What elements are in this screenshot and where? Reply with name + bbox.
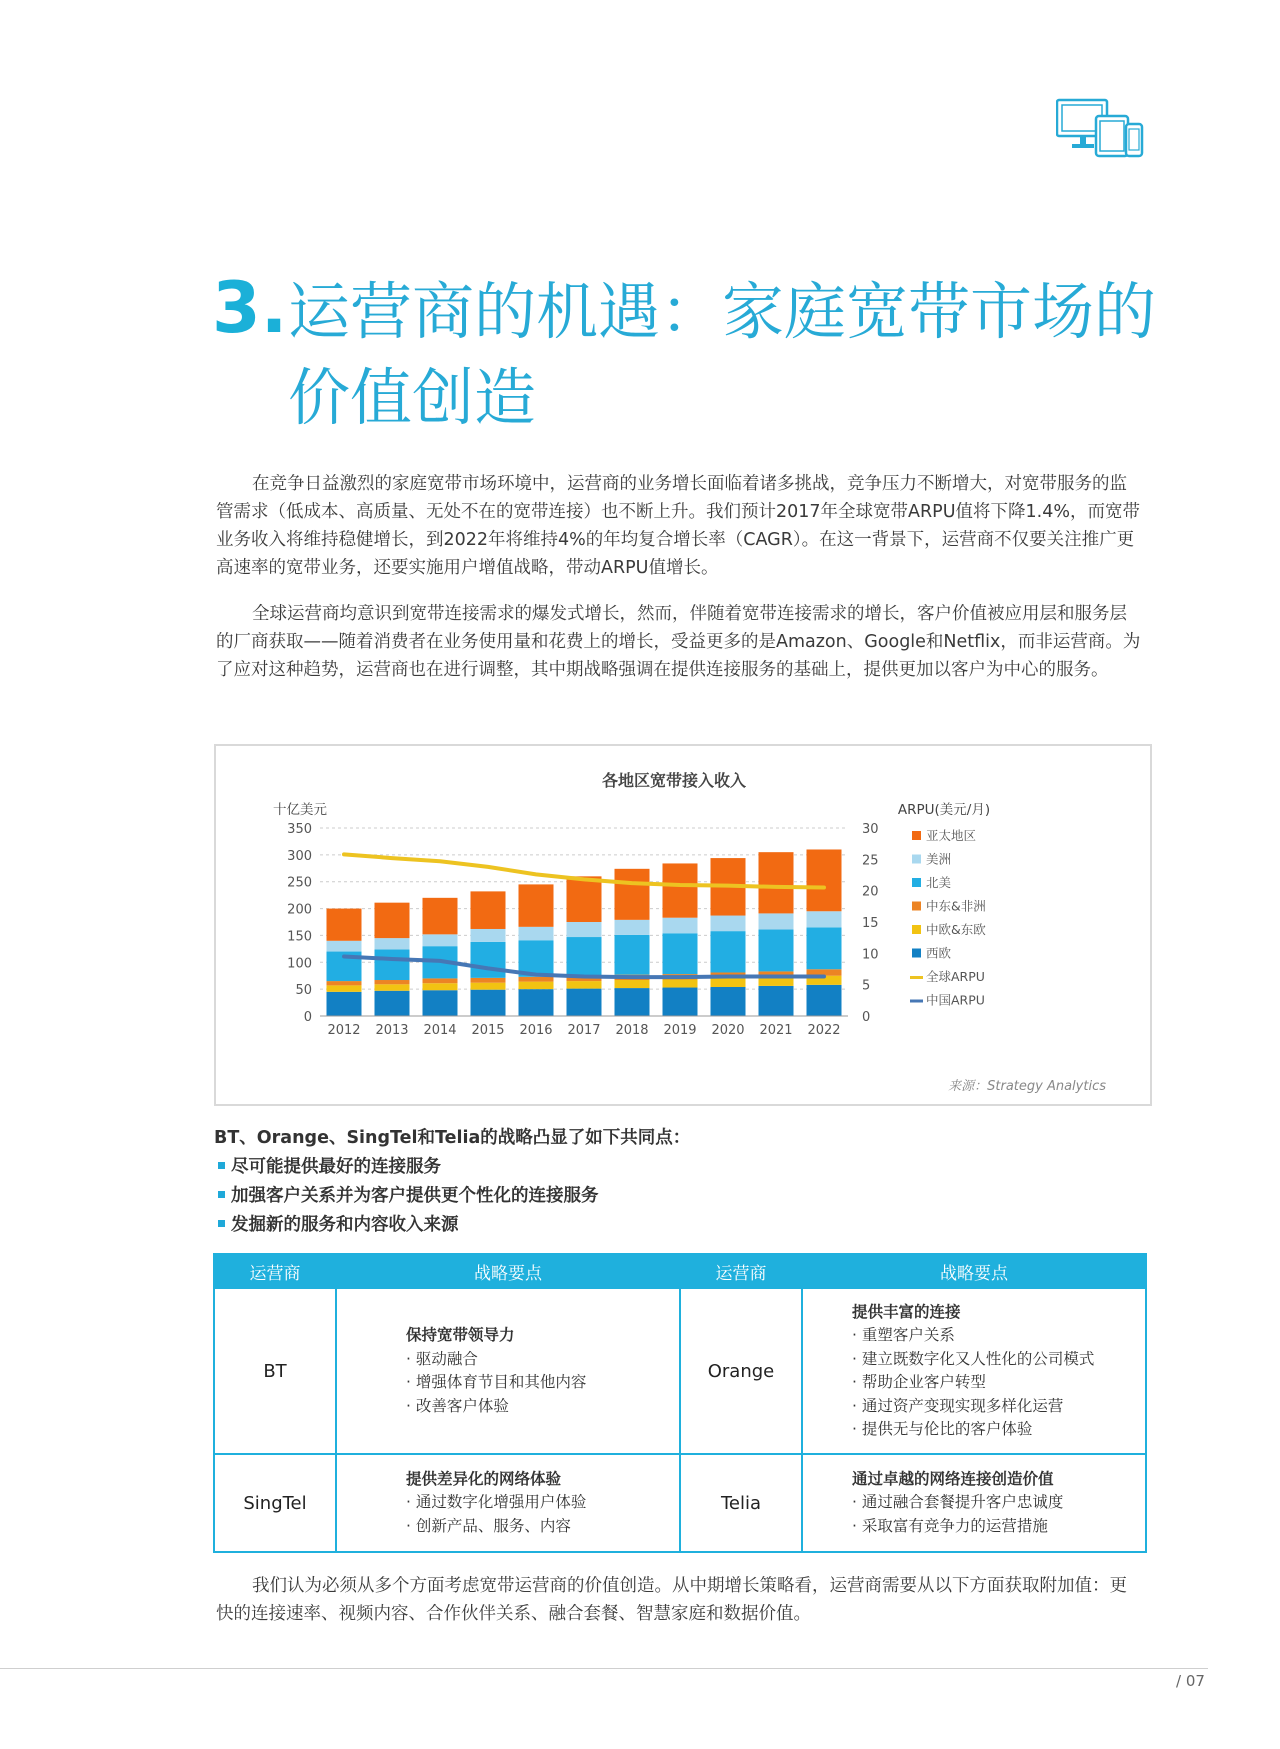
bar-segment — [711, 916, 746, 932]
legend-label: 北美 — [926, 875, 952, 890]
bar-segment — [711, 987, 746, 1016]
legend-line — [910, 1000, 923, 1003]
x-tick-label: 2019 — [663, 1023, 697, 1038]
title-line-1: 运营商的机遇：家庭宽带市场的 — [288, 275, 1157, 348]
legend-swatch — [912, 949, 921, 958]
bar-segment — [471, 990, 506, 1016]
right-tick-label: 0 — [862, 1010, 871, 1025]
right-tick-label: 15 — [862, 916, 879, 931]
bar-segment — [423, 934, 458, 946]
page-number: / 07 — [1176, 1672, 1205, 1690]
bar-segment — [711, 978, 746, 987]
left-tick-label: 100 — [287, 956, 312, 972]
chart-title: 各地区宽带接入收入 — [601, 771, 747, 790]
bar-segment — [759, 977, 794, 986]
common-points — [214, 1124, 1114, 1240]
bar-segment — [567, 876, 602, 922]
strategy-title: 通过卓越的网络连接创造价值 — [852, 1469, 1054, 1488]
strategy-point: · 改善客户体验 — [406, 1396, 509, 1415]
strategy-cell — [336, 1454, 680, 1552]
table-row — [214, 1288, 1146, 1454]
bar-segment — [615, 980, 650, 988]
right-tick-label: 25 — [862, 853, 879, 869]
bar-segment — [807, 911, 842, 927]
left-tick-label: 200 — [287, 902, 312, 918]
bullet-icon — [218, 1220, 225, 1227]
footer-divider — [0, 1668, 1208, 1669]
bar-segment — [423, 978, 458, 983]
strategy-title: 提供差异化的网络体验 — [406, 1469, 562, 1488]
bar-segment — [615, 935, 650, 975]
bar-segment — [759, 930, 794, 972]
bar-segment — [423, 898, 458, 935]
strategy-point: · 驱动融合 — [406, 1349, 478, 1368]
section-number: 3. — [212, 267, 288, 349]
legend-label: 亚太地区 — [926, 828, 977, 843]
header-strategy: 战略要点 — [802, 1254, 1146, 1288]
bar-segment — [471, 983, 506, 990]
strategy-cell — [802, 1454, 1146, 1552]
header-strategy: 战略要点 — [336, 1254, 680, 1288]
strategy-point: · 通过融合套餐提升客户忠诚度 — [852, 1493, 1064, 1512]
right-tick-label: 30 — [862, 822, 879, 837]
bar-segment — [663, 863, 698, 917]
legend-swatch — [912, 878, 921, 887]
legend-line — [910, 976, 923, 979]
bar-segment — [471, 978, 506, 983]
legend-swatch — [912, 902, 921, 911]
x-tick-label: 2020 — [711, 1023, 745, 1038]
bar-segment — [375, 949, 410, 980]
left-axis-label: 十亿美元 — [273, 802, 327, 818]
strategy-cell — [336, 1288, 680, 1454]
bar-segment — [663, 918, 698, 934]
strategy-point: · 帮助企业客户转型 — [852, 1373, 986, 1391]
bar-segment — [375, 980, 410, 984]
left-tick-label: 250 — [287, 875, 312, 891]
left-tick-label: 150 — [287, 929, 312, 945]
bar-segment — [327, 985, 362, 991]
bar-segment — [711, 931, 746, 972]
legend-label: 西欧 — [926, 945, 952, 961]
bar-segment — [759, 852, 794, 913]
bar-segment — [519, 982, 554, 990]
bar-segment — [807, 849, 842, 911]
bar-segment — [375, 903, 410, 938]
paragraph-1: 在竞争日益激烈的家庭宽带市场环境中，运营商的业务增长面临着诸多挑战，竞争压力不断增大，对宽带服务的监管需求（低成本、高质量、无处不在的宽带连接）也不断上升。我们预计2017年全球宽带ARPU值将下降1.4%，而宽带业务收入将维持稳健增长，到2022年将维持4%的年均复合增长率（CAGR）。在这一背景下，运营商不仅要关注推广更高速率的宽带业务，还要实施用户增值战略，带动ARPU值增长。 — [216, 474, 1140, 578]
legend-swatch — [912, 925, 921, 934]
x-tick-label: 2013 — [375, 1023, 409, 1038]
strategy-point: · 增强体育节目和其他内容 — [406, 1373, 587, 1391]
bullet-icon — [218, 1191, 225, 1198]
operator-orange: Orange — [680, 1288, 802, 1454]
bar-segment — [663, 933, 698, 974]
operator-telia: Telia — [680, 1454, 802, 1552]
bar-segment — [615, 869, 650, 920]
chart-source: 来源：Strategy Analytics — [948, 1079, 1106, 1094]
left-tick-label: 50 — [295, 983, 312, 999]
bar-segment — [519, 927, 554, 940]
x-tick-label: 2012 — [327, 1023, 361, 1038]
x-tick-label: 2018 — [615, 1023, 649, 1038]
bar-segment — [807, 927, 842, 969]
bar-segment — [327, 909, 362, 941]
strategy-title: 保持宽带领导力 — [406, 1326, 515, 1344]
legend-label: 中欧&东欧 — [926, 922, 986, 937]
right-tick-label: 20 — [862, 884, 879, 900]
bar-segment — [375, 938, 410, 949]
x-tick-label: 2016 — [519, 1023, 553, 1038]
strategy-point: · 提供无与伦比的客户体验 — [852, 1420, 1033, 1438]
bar-segment — [663, 988, 698, 1016]
bar-segment — [423, 983, 458, 990]
strategy-point: · 通过数字化增强用户体验 — [406, 1493, 587, 1512]
legend-label: 中东&非洲 — [926, 898, 986, 914]
left-tick-label: 300 — [287, 848, 312, 864]
title-line-2: 价值创造 — [288, 361, 537, 434]
table-header-row — [214, 1254, 1146, 1288]
devices-icon — [1056, 98, 1146, 160]
broadband-revenue-chart — [214, 744, 1152, 1106]
left-tick-label: 350 — [287, 822, 312, 837]
bar-segment — [759, 913, 794, 929]
bar-segment — [327, 992, 362, 1016]
strategy-point: · 通过资产变现实现多样化运营 — [852, 1396, 1064, 1415]
strategy-point: · 建立既数字化又人性化的公司模式 — [852, 1349, 1095, 1368]
right-axis-label: ARPU(美元/月) — [897, 802, 991, 818]
header-operator: 运营商 — [214, 1254, 336, 1288]
strategy-title: 提供丰富的连接 — [852, 1302, 961, 1321]
bar-segment — [471, 929, 506, 942]
bar-segment — [375, 984, 410, 990]
bar-segment — [567, 981, 602, 989]
chart-svg — [216, 746, 1150, 1104]
bar-segment — [519, 989, 554, 1016]
x-tick-label: 2015 — [471, 1023, 505, 1038]
legend-swatch — [912, 831, 921, 840]
x-tick-label: 2017 — [567, 1023, 601, 1038]
bar-segment — [567, 922, 602, 937]
bar-segment — [615, 920, 650, 935]
common-point: 尽可能提供最好的连接服务 — [214, 1153, 1114, 1182]
legend-label: 全球ARPU — [926, 969, 985, 984]
x-tick-label: 2014 — [423, 1023, 457, 1038]
common-point: 发掘新的服务和内容收入来源 — [214, 1211, 1114, 1240]
header-operator: 运营商 — [680, 1254, 802, 1288]
common-point: 加强客户关系并为客户提供更个性化的连接服务 — [214, 1182, 1114, 1211]
bar-segment — [519, 977, 554, 982]
bar-segment — [327, 981, 362, 985]
bar-segment — [327, 941, 362, 952]
operator-singtel: SingTel — [214, 1454, 336, 1552]
paragraph-2: 全球运营商均意识到宽带连接需求的爆发式增长，然而，伴随着宽带连接需求的增长，客户价值被应用层和服务层的厂商获取——随着消费者在业务使用量和花费上的增长，受益更多的是Amazon、Google和Netflix，而非运营商。为了应对这种趋势，运营商也在进行调整，其中期战略强调在提供连接服务的基础上，提供更加以客户为中心的服务。 — [216, 604, 1141, 680]
bar-segment — [567, 937, 602, 976]
bar-segment — [663, 979, 698, 987]
x-tick-label: 2022 — [807, 1023, 841, 1038]
bar-segment — [375, 991, 410, 1016]
right-tick-label: 10 — [862, 947, 879, 963]
legend-swatch — [912, 855, 921, 864]
bar-segment — [423, 990, 458, 1016]
legend-label: 美洲 — [926, 851, 952, 867]
bar-segment — [519, 884, 554, 926]
bar-segment — [807, 985, 842, 1016]
bar-segment — [471, 942, 506, 978]
bar-segment — [759, 986, 794, 1016]
x-tick-label: 2021 — [759, 1023, 793, 1038]
strategy-point: · 重塑客户关系 — [852, 1326, 955, 1344]
strategy-point: · 采取富有竞争力的运营措施 — [852, 1516, 1048, 1535]
bar-segment — [615, 988, 650, 1016]
common-points-heading: BT、Orange、SingTel和Telia的战略凸显了如下共同点： — [214, 1128, 691, 1148]
legend-label: 中国ARPU — [926, 992, 985, 1008]
closing-paragraph: 我们认为必须从多个方面考虑宽带运营商的价值创造。从中期增长策略看，运营商需要从以下方面获取附加值：更快的连接速率、视频内容、合作伙伴关系、融合套餐、智慧家庭和数据价值。 — [216, 1576, 1127, 1624]
bullet-icon — [218, 1162, 225, 1169]
strategy-point: · 创新产品、服务、内容 — [406, 1516, 571, 1535]
strategy-cell — [802, 1288, 1146, 1454]
bar-segment — [567, 989, 602, 1016]
left-tick-label: 0 — [303, 1010, 312, 1025]
operator-bt: BT — [214, 1288, 336, 1454]
strategy-table — [213, 1253, 1147, 1553]
right-tick-label: 5 — [862, 978, 871, 994]
table-row — [214, 1454, 1146, 1552]
bar-segment — [471, 891, 506, 929]
